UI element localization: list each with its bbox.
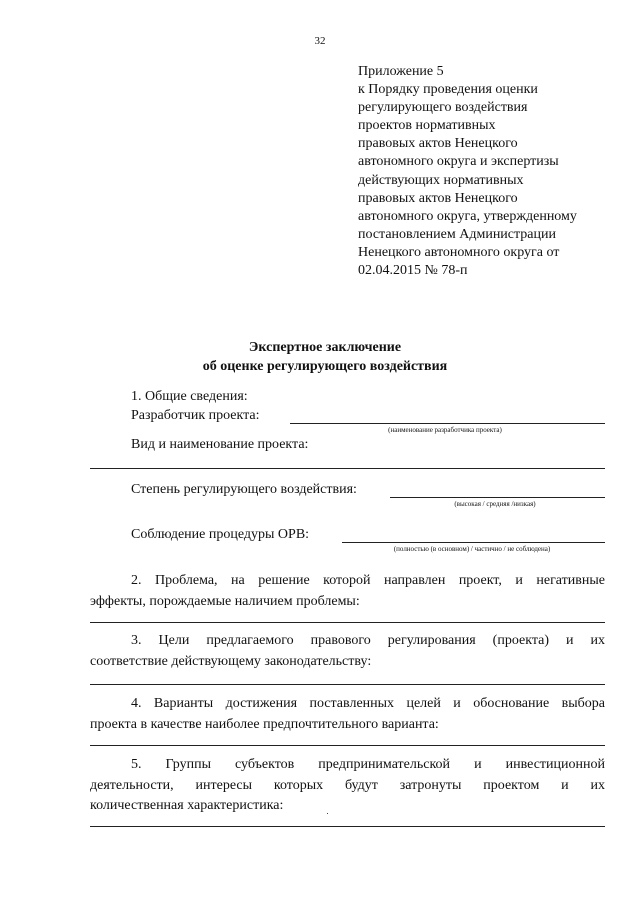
appendix-line: автономного округа, утвержденному <box>358 208 577 224</box>
appendix-line: проектов нормативных <box>358 118 496 134</box>
compliance-label: Соблюдение процедуры ОРВ: <box>131 527 310 542</box>
appendix-header <box>358 63 608 280</box>
appendix-line: действующих нормативных <box>358 172 524 188</box>
section-3-line: 3. Цели предлагаемого правового регулирования (проекта) и их <box>131 633 605 648</box>
section-5-line: 5. Группы субъектов предпринимательской и инвестиционной <box>131 757 605 772</box>
degree-label: Степень регулирующего воздействия: <box>131 482 357 497</box>
section-1-heading: 1. Общие сведения: <box>131 389 248 404</box>
compliance-hint: (полностью (в основном) / частично / не соблюдена) <box>393 545 551 553</box>
appendix-line: правовых актов Ненецкого <box>358 136 518 152</box>
section-4-field[interactable] <box>90 745 605 746</box>
developer-field[interactable] <box>290 423 605 424</box>
appendix-line: регулирующего воздействия <box>358 100 528 116</box>
section-2-field[interactable] <box>90 622 605 623</box>
document-title <box>0 338 640 376</box>
appendix-line: постановлением Администрации <box>358 226 556 242</box>
section-4-text <box>90 694 605 735</box>
section-5-text <box>90 755 605 817</box>
project-field[interactable] <box>90 468 605 469</box>
section-4-line: 4. Варианты достижения поставленных целей и обоснование выбора <box>131 696 605 711</box>
developer-label: Разработчик проекта: <box>131 408 260 423</box>
page-number: 32 <box>314 35 326 47</box>
appendix-line: 02.04.2015 № 78-п <box>358 263 468 279</box>
developer-hint: (наименование разработчика проекта) <box>388 426 502 434</box>
section-5-line: количественная характеристика: <box>90 798 284 813</box>
section-3-text <box>90 631 605 672</box>
degree-hint: (высокая / средняя /низкая) <box>454 500 536 508</box>
section-4-line: проекта в качестве наиболее предпочтительного варианта: <box>90 716 439 732</box>
appendix-line: Приложение 5 <box>358 64 444 79</box>
appendix-line: автономного округа и экспертизы <box>358 154 559 170</box>
section-2-text <box>90 571 605 612</box>
degree-field[interactable] <box>390 497 605 498</box>
appendix-line: к Порядку проведения оценки <box>358 82 538 98</box>
compliance-field[interactable] <box>342 542 605 543</box>
section-5-field[interactable] <box>90 826 605 827</box>
scan-speck <box>327 813 328 814</box>
section-2-line: 2. Проблема, на решение которой направлен проект, и негативные <box>131 573 605 588</box>
title-line-1: Экспертное заключение <box>248 340 402 355</box>
project-label: Вид и наименование проекта: <box>131 437 309 452</box>
section-2-line: эффекты, порождаемые наличием проблемы: <box>90 593 360 609</box>
appendix-line: Ненецкого автономного округа от <box>358 244 560 260</box>
appendix-line: правовых актов Ненецкого <box>358 190 518 206</box>
section-5-line: деятельности, интересы которых будут затронуты проектом и их <box>90 777 605 793</box>
title-line-2: об оценке регулирующего воздействия <box>202 359 448 374</box>
section-3-line: соответствие действующему законодательству: <box>90 653 372 669</box>
section-3-field[interactable] <box>90 684 605 685</box>
